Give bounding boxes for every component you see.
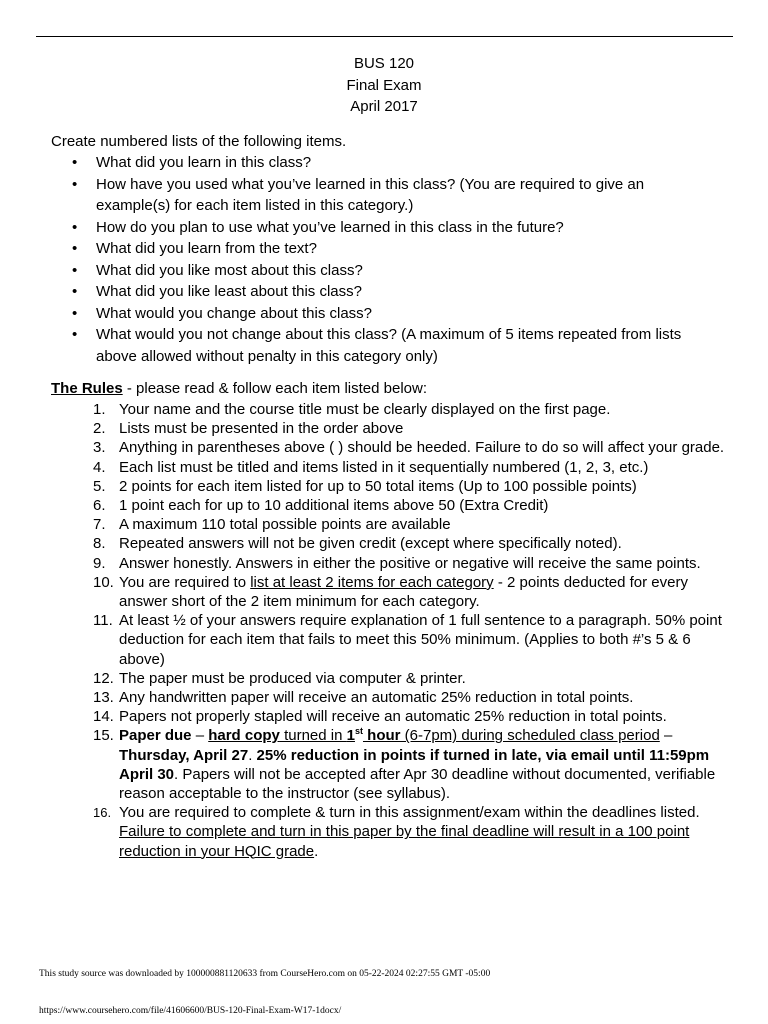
source-url-footer: https://www.coursehero.com/file/41606600/BUS-120-Final-Exam-W17-1docx/ — [39, 1006, 342, 1016]
rule-item: 13. Any handwritten paper will receive an automatic 25% reduction in total points. — [93, 689, 634, 707]
exam-title: Final Exam — [346, 76, 422, 94]
top-divider — [36, 36, 733, 37]
rules-heading — [51, 378, 427, 399]
bullet-icon: • — [72, 304, 78, 322]
list-item: • What did you learn in this class? — [72, 152, 722, 174]
rules-subtitle: - please read & follow each item listed below: — [122, 380, 428, 397]
source-footer: This study source was downloaded by 100000881120633 from CourseHero.com on 05-22-2024 02:27:55 GMT -05:00 — [39, 969, 491, 979]
list-item: • What did you learn from the text? — [72, 238, 722, 260]
rule-item: 3. Anything in parentheses above ( ) should be heeded. Failure to do so will affect your grade. — [93, 439, 725, 457]
rule-item: 5. 2 points for each item listed for up to 50 total items (Up to 100 possible points) — [93, 477, 637, 495]
bullet-icon: • — [72, 218, 78, 236]
bullet-icon: • — [72, 154, 78, 171]
exam-date: April 2017 — [350, 98, 418, 115]
rule-item: 12. The paper must be produced via computer & printer. — [93, 669, 466, 687]
rule-item: 16. You are required to complete & turn in this assignment/exam within the deadlines listed. Failure to complete and turn in this paper by the final deadline will result in a 100 point reduction in your HQIC grade. — [93, 804, 700, 860]
rules-title: The Rules — [51, 380, 123, 397]
list-item: • What would you change about this class? — [72, 303, 722, 325]
list-item: • What would you not change about this class? (A maximum of 5 items repeated from lists above allowed without penalty in this category only) — [72, 326, 682, 365]
list-item: • How have you used what you’ve learned in this class? (You are required to give an example(s) for each item listed in this category.) — [72, 175, 645, 214]
bullet-icon: • — [72, 175, 78, 193]
rules-list — [93, 400, 725, 861]
bullet-icon: • — [72, 240, 78, 257]
bullet-icon: • — [72, 326, 78, 343]
rule-item: 8. Repeated answers will not be given credit (except where specifically noted). — [93, 535, 622, 553]
rule-item: 15. Paper due – hard copy turned in 1st hour (6-7pm) during scheduled class period – Thursday, April 27. 25% reduction in points if turned in late, via email until 11:59pm April 30. Papers will not be accepted after Apr 30 deadline without documented, verifiable reason acceptable to the instructor (see syllabus). — [93, 726, 716, 803]
list-item: • How do you plan to use what you’ve learned in this class in the future? — [72, 217, 722, 239]
rule-item: 9. Answer honestly. Answers in either the positive or negative will receive the same points. — [93, 554, 701, 572]
rule-item: 14. Papers not properly stapled will receive an automatic 25% reduction in total points. — [93, 708, 667, 726]
list-item: • What did you like least about this class? — [72, 281, 722, 303]
rule-item: 4. Each list must be titled and items listed in it sequentially numbered (1, 2, 3, etc.) — [93, 458, 649, 476]
bullet-icon: • — [72, 261, 78, 279]
intro-text: Create numbered lists of the following items. — [51, 133, 347, 150]
rule-item: 1. Your name and the course title must be clearly displayed on the first page. — [93, 401, 611, 418]
question-list — [72, 152, 722, 367]
document-header — [0, 53, 768, 118]
rule-item: 7. A maximum 110 total possible points are available — [93, 516, 451, 534]
rule-item: 11. At least ½ of your answers require explanation of 1 full sentence to a paragraph. 50% point deduction for each item that fails to meet this 50% minimum. (Applies to both #’s 5 & 6 above) — [93, 612, 722, 668]
rule-item: 2. Lists must be presented in the order above — [93, 420, 404, 438]
bullet-icon: • — [72, 283, 78, 300]
rule-item: 10. You are required to list at least 2 items for each category - 2 points deducted for every answer short of the 2 item minimum for each category. — [93, 573, 688, 611]
rule-item: 6. 1 point each for up to 10 additional items above 50 (Extra Credit) — [93, 497, 549, 515]
course-title: BUS 120 — [353, 55, 415, 72]
list-item: • What did you like most about this class? — [72, 260, 722, 282]
